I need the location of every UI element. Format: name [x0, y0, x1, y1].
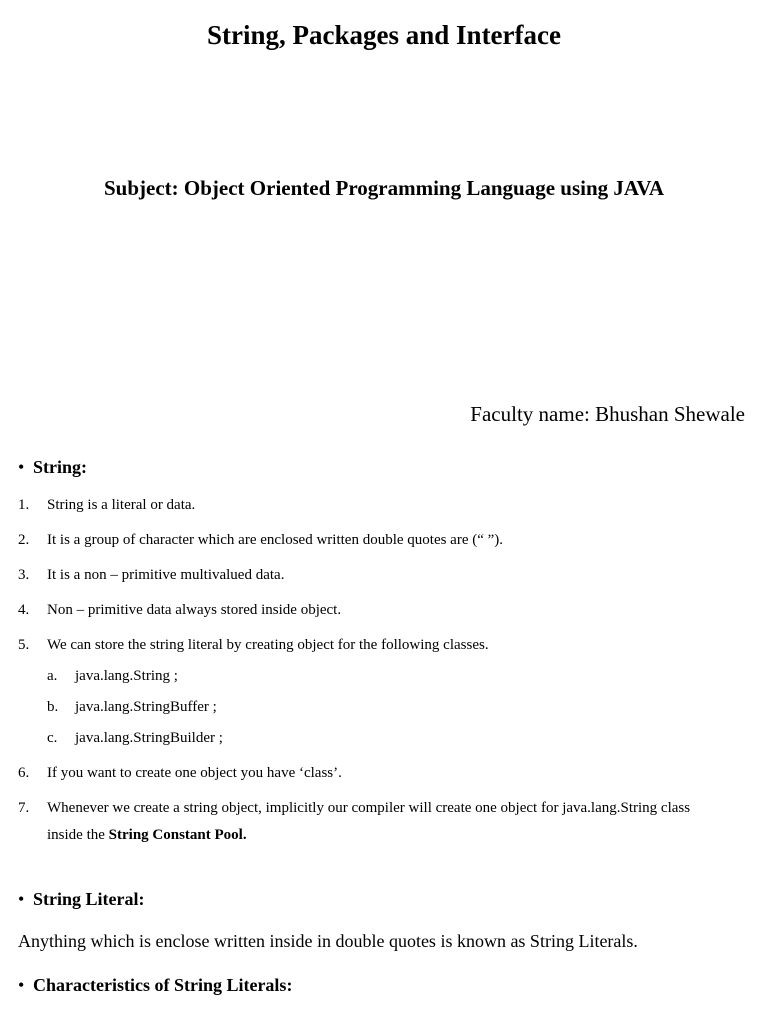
section-heading-text: String: [33, 457, 87, 477]
list-text: It is a non – primitive multivalued data. [47, 567, 285, 583]
emphasis-text: String Constant Pool. [108, 827, 247, 843]
list-continuation [47, 825, 247, 845]
list-text: Non – primitive data always stored inside object. [47, 602, 342, 618]
bullet-icon: • [18, 889, 25, 909]
bullet-icon: • [18, 457, 25, 477]
bullet-icon: • [18, 975, 25, 995]
section-heading-characteristics [18, 973, 292, 997]
continuation-text: inside the [47, 827, 109, 843]
sub-list-letter: a. [47, 668, 58, 684]
section-heading-text: String Literal: [33, 889, 145, 909]
list-text: String is a literal or data. [47, 497, 196, 513]
list-number: 5. [18, 637, 30, 653]
sub-list-letter: b. [47, 699, 59, 715]
section-heading-literal [18, 887, 144, 911]
list-text: It is a group of character which are enclosed written double quotes are (“ ”). [47, 532, 504, 548]
list-number: 6. [18, 765, 30, 781]
list-text: Whenever we create a string object, implicitly our compiler will create one object for java.lang.String class [47, 800, 691, 816]
subject-line: Subject: Object Oriented Programming Language using JAVA [103, 176, 664, 200]
faculty-name: Faculty name: Bhushan Shewale [470, 402, 745, 426]
sub-list-letter: c. [47, 730, 58, 746]
list-text: If you want to create one object you have ‘class’. [47, 765, 342, 781]
list-number: 4. [18, 602, 30, 618]
sub-list-text: java.lang.String ; [75, 668, 178, 684]
section-heading-string [18, 455, 87, 479]
list-number: 7. [18, 800, 30, 816]
list-number: 3. [18, 567, 30, 583]
literal-paragraph: Anything which is enclose written inside in double quotes is known as String Literals. [18, 931, 638, 951]
sub-list-text: java.lang.StringBuffer ; [75, 699, 217, 715]
sub-list-text: java.lang.StringBuilder ; [75, 730, 223, 746]
document-title: String, Packages and Interface [207, 20, 561, 50]
section-heading-text: Characteristics of String Literals: [33, 975, 293, 995]
list-number: 2. [18, 532, 30, 548]
list-text: We can store the string literal by creating object for the following classes. [47, 637, 489, 653]
list-number: 1. [18, 497, 30, 513]
